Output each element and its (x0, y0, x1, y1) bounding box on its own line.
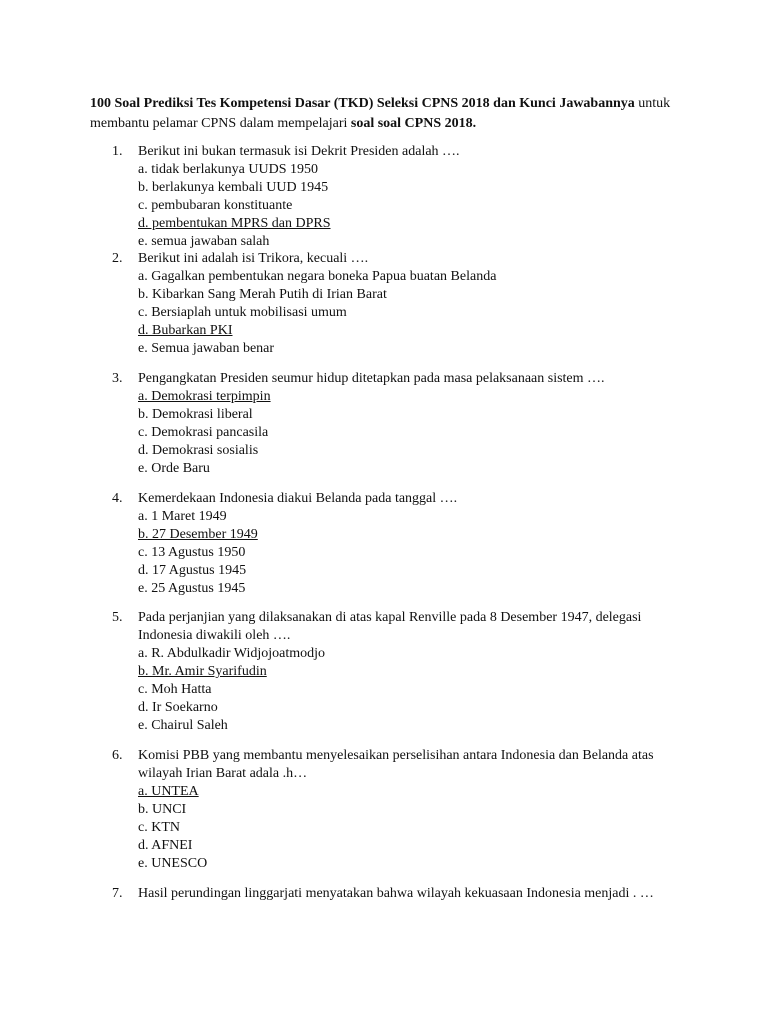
option-d-correct: d. Bubarkan PKI (138, 323, 233, 338)
question-2 (112, 250, 692, 358)
option-a-correct: a. UNTEA (138, 784, 199, 799)
question-stem: Hasil perundingan linggarjati menyatakan bahwa wilayah kekuasaan Indonesia menjadi . … (138, 886, 654, 901)
option-b: b. Kibarkan Sang Merah Putih di Irian Barat (138, 287, 387, 302)
option-e: e. semua jawaban salah (138, 234, 270, 249)
option-c: c. pembubaran konstituante (138, 198, 293, 213)
option-e: e. 25 Agustus 1945 (138, 581, 246, 596)
option-c: c. 13 Agustus 1950 (138, 545, 246, 560)
question-5 (112, 609, 692, 735)
question-number: 2. (112, 251, 123, 266)
intro-title: 100 Soal Prediksi Tes Kompetensi Dasar (TKD) Seleksi CPNS 2018 dan Kunci Jawabannya (90, 96, 635, 111)
option-e: e. Semua jawaban benar (138, 341, 275, 356)
question-6 (112, 747, 692, 873)
option-d: d. Demokrasi sosialis (138, 443, 259, 458)
intro-text: untuk membantu pelamar CPNS dalam mempelajari (90, 96, 671, 131)
option-d: d. Ir Soekarno (138, 700, 218, 715)
option-c: c. Bersiaplah untuk mobilisasi umum (138, 305, 347, 320)
option-e: e. Orde Baru (138, 461, 210, 476)
option-b: b. UNCI (138, 802, 187, 817)
question-number: 5. (112, 610, 123, 625)
option-a: a. tidak berlakunya UUDS 1950 (138, 162, 319, 177)
question-stem: Berikut ini bukan termasuk isi Dekrit Presiden adalah …. (138, 144, 460, 159)
option-a: a. 1 Maret 1949 (138, 509, 227, 524)
question-number: 6. (112, 748, 123, 763)
question-number: 4. (112, 491, 123, 506)
question-stem: Pada perjanjian yang dilaksanakan di atas kapal Renville pada 8 Desember 1947, delegasi Indonesia diwakili oleh …. (138, 610, 642, 643)
question-stem: Berikut ini adalah isi Trikora, kecuali …. (138, 251, 369, 266)
option-a: a. Gagalkan pembentukan negara boneka Papua buatan Belanda (138, 269, 497, 284)
option-e: e. UNESCO (138, 856, 208, 871)
option-c: c. Demokrasi pancasila (138, 425, 269, 440)
question-7 (112, 885, 692, 903)
question-4 (112, 490, 692, 598)
option-a: a. R. Abdulkadir Widjojoatmodjo (138, 646, 325, 661)
question-stem: Komisi PBB yang membantu menyelesaikan perselisihan antara Indonesia dan Belanda atas wilayah Irian Barat adala .h… (138, 748, 654, 781)
option-c: c. Moh Hatta (138, 682, 212, 697)
option-a-correct: a. Demokrasi terpimpin (138, 389, 271, 404)
question-number: 1. (112, 144, 123, 159)
question-1 (112, 143, 692, 251)
option-b-correct: b. Mr. Amir Syarifudin (138, 664, 267, 679)
option-b: b. Demokrasi liberal (138, 407, 253, 422)
option-b-correct: b. 27 Desember 1949 (138, 527, 258, 542)
option-c: c. KTN (138, 820, 180, 835)
question-number: 7. (112, 886, 123, 901)
option-d: d. AFNEI (138, 838, 193, 853)
intro-paragraph (90, 94, 690, 134)
option-e: e. Chairul Saleh (138, 718, 228, 733)
question-stem: Kemerdekaan Indonesia diakui Belanda pada tanggal …. (138, 491, 458, 506)
option-d-correct: d. pembentukan MPRS dan DPRS (138, 216, 331, 231)
option-b: b. berlakunya kembali UUD 1945 (138, 180, 329, 195)
question-number: 3. (112, 371, 123, 386)
intro-highlight: soal soal CPNS 2018. (350, 116, 477, 131)
question-stem: Pengangkatan Presiden seumur hidup ditetapkan pada masa pelaksanaan sistem …. (138, 371, 605, 386)
option-d: d. 17 Agustus 1945 (138, 563, 247, 578)
question-3 (112, 370, 692, 478)
